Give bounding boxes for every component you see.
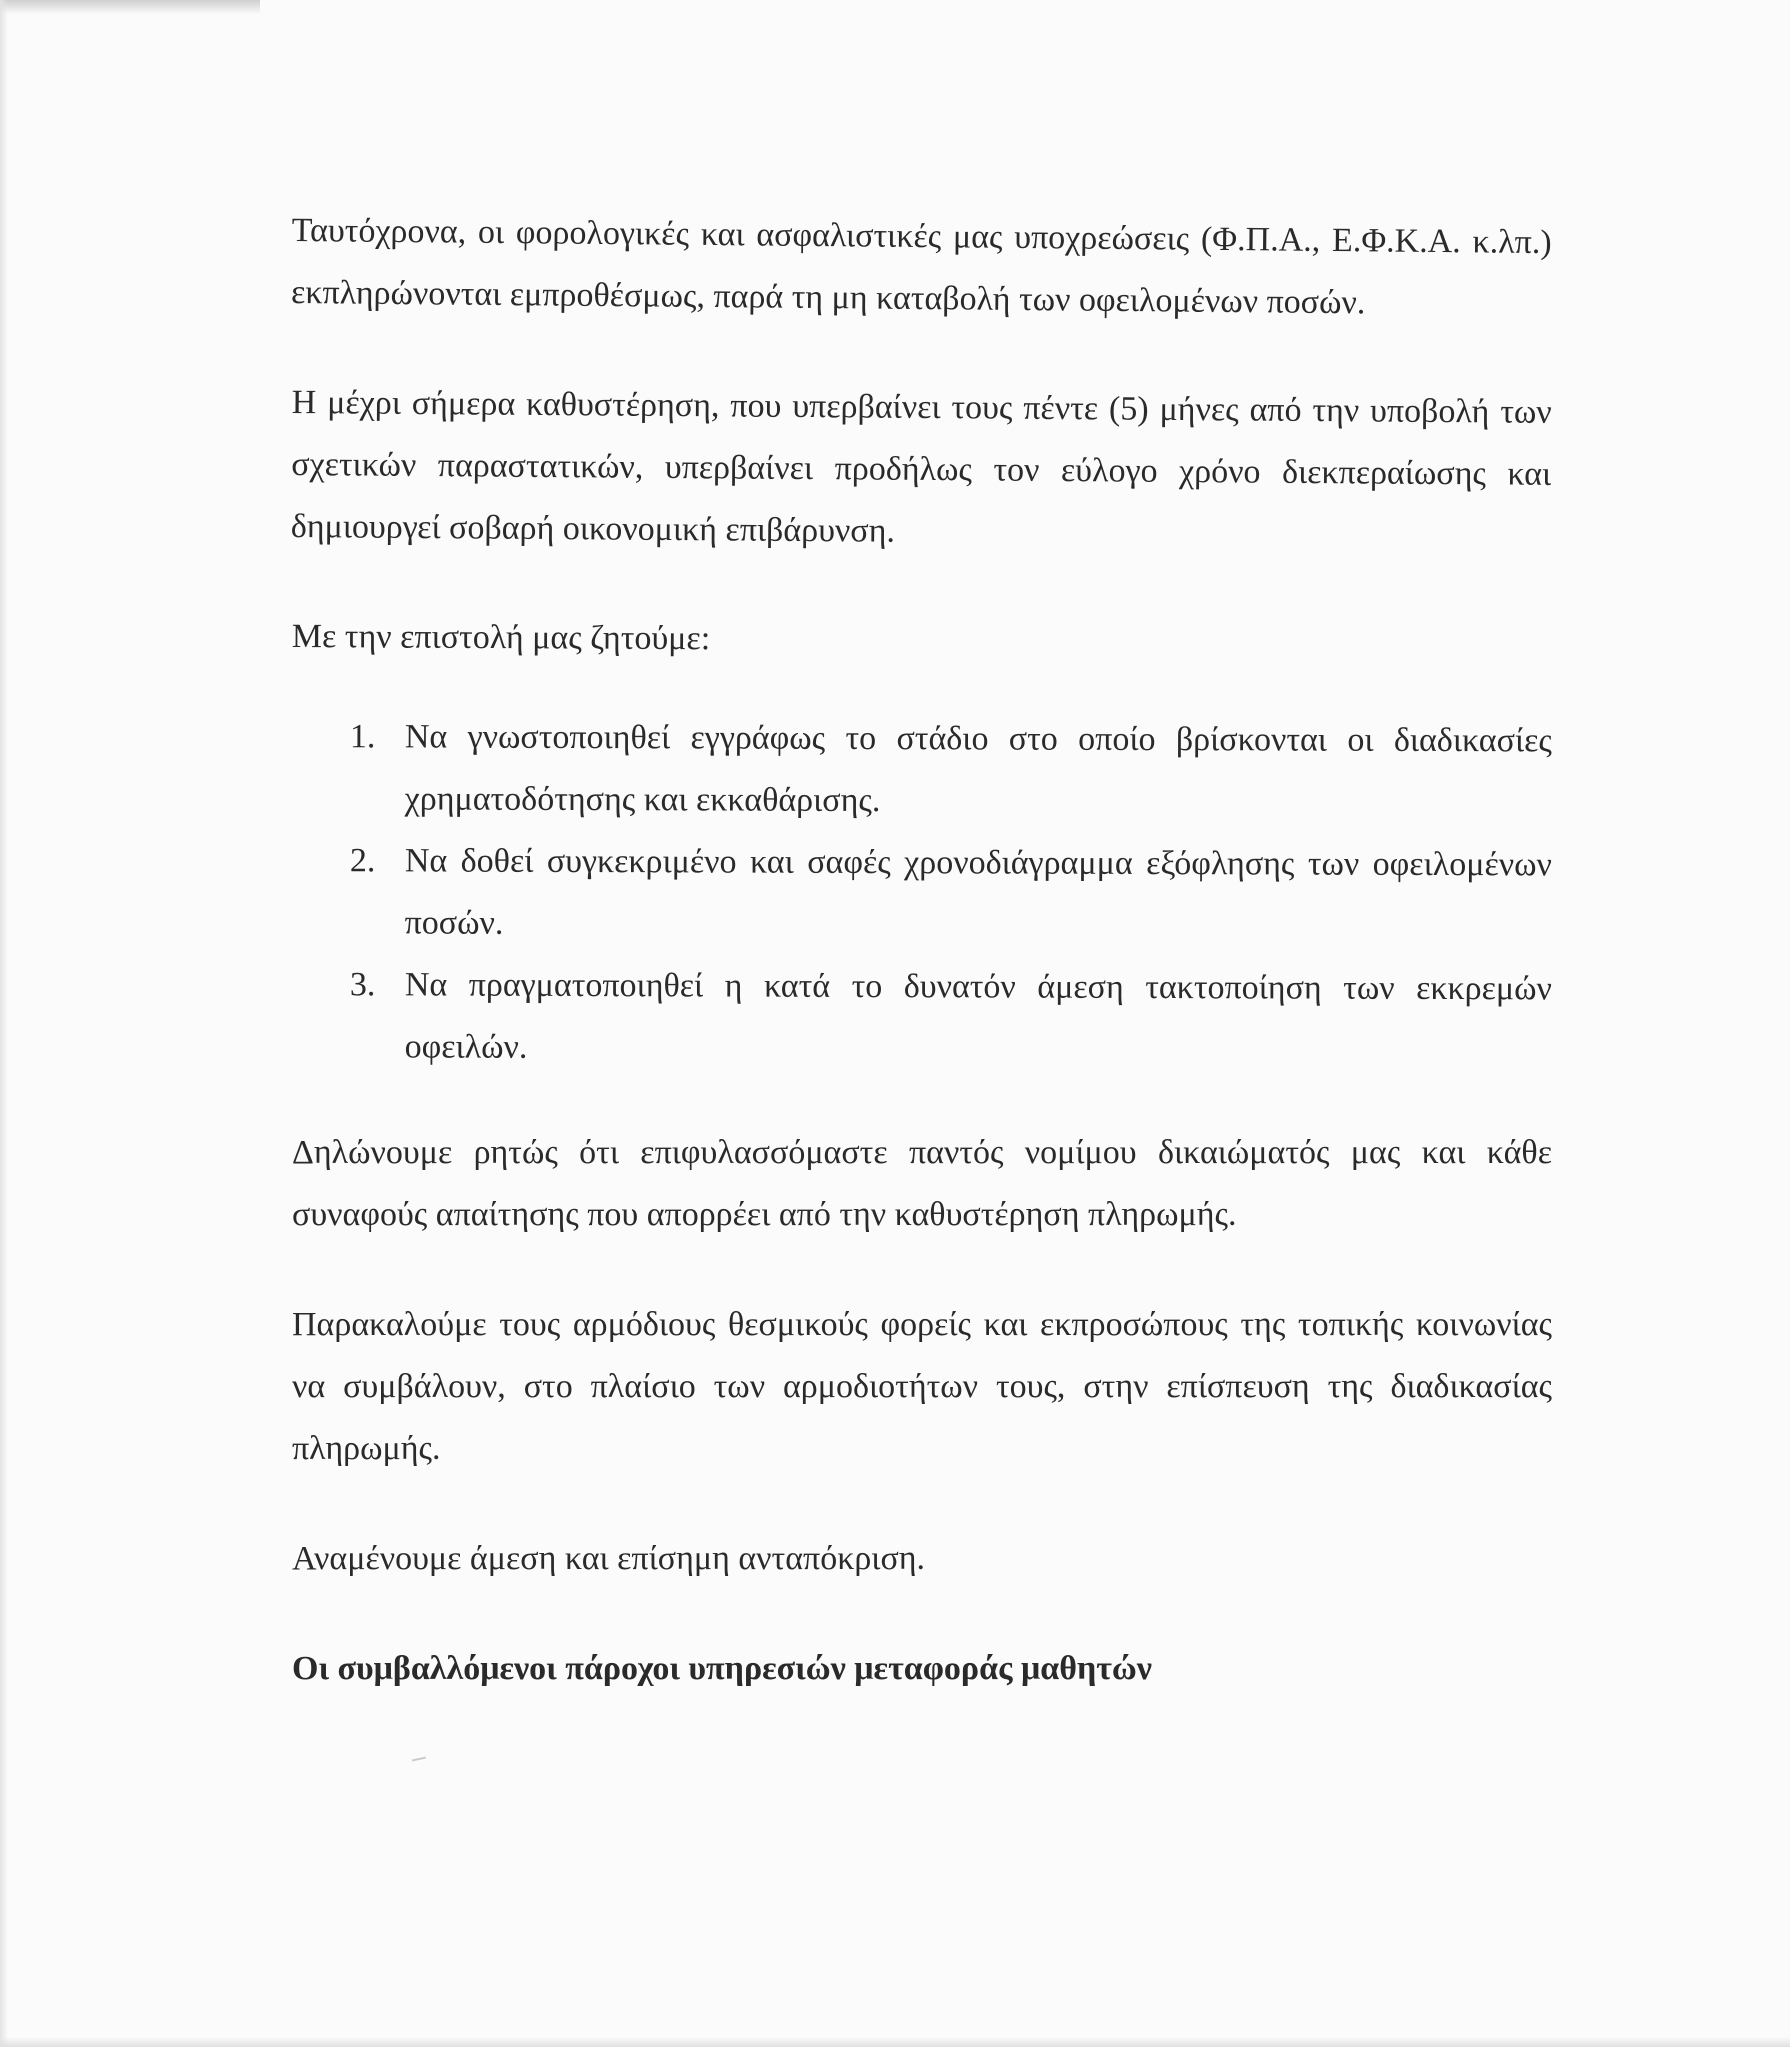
paragraph-requests-intro: Με την επιστολή μας ζητούμε: [291,617,711,658]
scan-edge-shadow-left [0,0,8,2047]
request-text: Να πραγματοποιηθεί η κατά το δυνατόν άμεση τακτοποίηση των εκκρεμών οφειλών. [404,966,1552,1066]
request-list [292,706,1552,1078]
scan-edge-shadow-bottom [0,2037,1790,2047]
request-item [292,830,1552,958]
paragraph-appeal: Παρακαλούμε τους αρμόδιους θεσμικούς φορείς και εκπροσώπους της τοπικής κοινωνίας να συμβάλουν, στο πλαίσιο των αρμοδιοτήτων τους, στην επίσπευση της διαδικασίας πληρωμής. [292,1306,1552,1467]
paragraph-delay: Η μέχρι σήμερα καθυστέρηση, που υπερβαίνει τους πέντε (5) μήνες από την υποβολή των σχετικών παραστατικών, υπερβαίνει προδήλως τον εύλογο χρόνο διεκπεραίωσης και δημιουργεί σοβαρή οικονομική επιβάρυνση. [290,383,1552,550]
request-item [292,706,1552,834]
paragraph-rights: Δηλώνουμε ρητώς ότι επιφυλασσόμαστε παντός νομίμου δικαιώματός μας και κάθε συναφούς απαίτησης που απορρέει από την καθυστέρηση πληρωμής. [292,1134,1552,1233]
request-text: Να δοθεί συγκεκριμένο και σαφές χρονοδιάγραμμα εξόφλησης των οφειλομένων ποσών. [404,842,1552,942]
request-number: 2. [349,842,376,880]
scan-edge-shadow [0,0,260,14]
paragraph-closing: Αναμένουμε άμεση και επίσημη ανταπόκριση. [292,1540,926,1577]
paragraph-obligations: Ταυτόχρονα, οι φορολογικές και ασφαλιστικές μας υποχρεώσεις (Φ.Π.Α., Ε.Φ.Κ.Α. κ.λπ.) εκπληρώνονται εμπροθέσμως, παρά τη μη καταβολή των οφειλομένων ποσών. [290,211,1552,322]
scan-speck [412,1757,426,1762]
signature-line: Οι συμβαλλόμενοι πάροχοι υπηρεσιών μεταφοράς μαθητών [292,1650,1152,1687]
request-number: 1. [349,718,376,756]
request-number: 3. [349,966,376,1004]
request-text: Να γνωστοποιηθεί εγγράφως το στάδιο στο οποίο βρίσκονται οι διαδικασίες χρηματοδότησης και εκκαθάρισης. [404,718,1552,820]
request-item [292,954,1552,1082]
letter-body [292,200,1552,1700]
